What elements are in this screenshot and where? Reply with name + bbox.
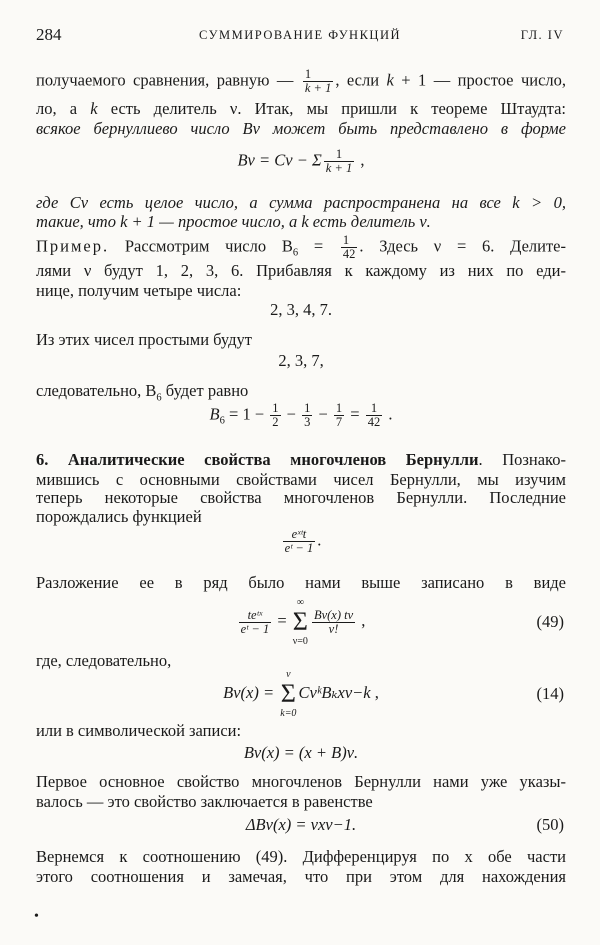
example-label: Пример. [36, 236, 110, 256]
chapter-label: ГЛ. IV [520, 28, 564, 42]
text-line: или в символической записи: [36, 721, 242, 740]
number-list: 2, 3, 7, [278, 351, 324, 370]
text-line: Из этих чисел простыми будут [36, 330, 252, 349]
b6-equation: $B_6 = 1$ − $\frac{1}{2}$ − $\frac{1}{3}$ − $\frac{1}{7}$ = $\frac{1}{42}$ . [209, 401, 393, 429]
fraction: $\frac{1}{42}$ [367, 401, 381, 429]
fraction: $\frac{1}{k + 1}$ [325, 147, 353, 175]
running-header [36, 24, 564, 46]
equation-number: (49) [536, 612, 564, 631]
text-line: следовательно, $B_6$ будет равно [36, 381, 249, 404]
equation-50: ΔBν(x) = νxν−1. [245, 815, 357, 834]
page-number: 284 [36, 25, 62, 44]
text-line: Разложение ее в ряд было нами выше записано в виде [36, 573, 566, 592]
text-line: лями ν будут 1, 2, 3, 6. Прибавляя к каждому из них по еди- [36, 261, 566, 280]
fraction: $\frac{1}{2}$ [272, 401, 279, 429]
text-line: Вернемся к соотношению (49). Дифференцируя по x обе части [36, 847, 566, 866]
staudt-equation: Bν = Cν − Σ $\frac{1}{k + 1}$ , [237, 147, 365, 175]
generating-function: eˣᵗt eᵗ − 1 . [284, 527, 322, 555]
symbolic-equation: Bν(x) = (x + B)ν. [243, 743, 359, 762]
fraction: $\frac{1}{3}$ [304, 401, 311, 429]
text-line: нице, получим четыре числа: [36, 281, 242, 300]
text-line: порождались функцией [36, 507, 202, 526]
text-line: теперь некоторые свойства многочленов Бернулли. Последние [36, 488, 566, 507]
text-line: мившись с основными свойствами чисел Бернулли, мы изучим [36, 470, 566, 489]
text-line: Первое основное свойство многочленов Бернулли нами уже указы- [36, 772, 566, 791]
equation-number: (14) [536, 684, 564, 703]
fraction: $\frac{1}{k + 1}$ [304, 67, 332, 95]
print-speck: • [34, 909, 39, 924]
fraction: $\frac{1}{42}$ [342, 233, 356, 261]
equation-number: (50) [536, 815, 564, 834]
sum-operator: ν Σ k=0 [280, 669, 297, 719]
text-line: ло, а k есть делитель ν. Итак, мы пришли к теореме Штаудта: [36, 99, 567, 118]
number-list: 2, 3, 4, 7. [270, 300, 332, 319]
text-line: этого соотношения и замечая, что при этом для нахождения [36, 867, 566, 886]
equation-14: Bν(x) = ν Σ k=0 CνᵏBₖxν−k , [223, 669, 379, 719]
text-line: 6. Аналитические свойства многочленов Бернулли. Познако- [36, 450, 566, 469]
running-title: СУММИРОВАНИЕ ФУНКЦИЙ [198, 28, 402, 42]
theorem-line: такие, что k + 1 — простое число, а k есть делитель ν. [36, 212, 431, 231]
section-heading: 6. Аналитические свойства многочленов Бернулли [36, 450, 479, 469]
sum-operator: ∞ Σ ν=0 [292, 597, 308, 647]
text-line: валось — это свойство заключается в равенстве [36, 792, 373, 811]
text-line: получаемого сравнения, равную — $\frac{1}{k + 1}$ , если k + 1 — простое число, [36, 67, 567, 95]
theorem-line: где Cν есть целое число, а сумма распространена на все k > 0, [36, 193, 566, 212]
text-line: Пример. Рассмотрим число $B_6$ = $\frac{1}{42}$ . Здесь ν = 6. Делите- [36, 233, 567, 261]
fraction: eˣᵗt eᵗ − 1 [284, 527, 314, 555]
equation-49: teᵗˣ eᵗ − 1 = ∞ Σ ν=0 $\frac{B\nu(x) t\nu}{\nu!}$ , [240, 597, 366, 647]
fraction: teᵗˣ eᵗ − 1 [240, 607, 270, 636]
text-line: где, следовательно, [36, 651, 172, 670]
fraction: $\frac{1}{7}$ [335, 401, 343, 429]
theorem-line: всякое бернуллиево число Bν может быть представлено в форме [36, 119, 566, 138]
fraction: $\frac{B\nu(x) t\nu}{\nu!}$ [313, 607, 354, 636]
